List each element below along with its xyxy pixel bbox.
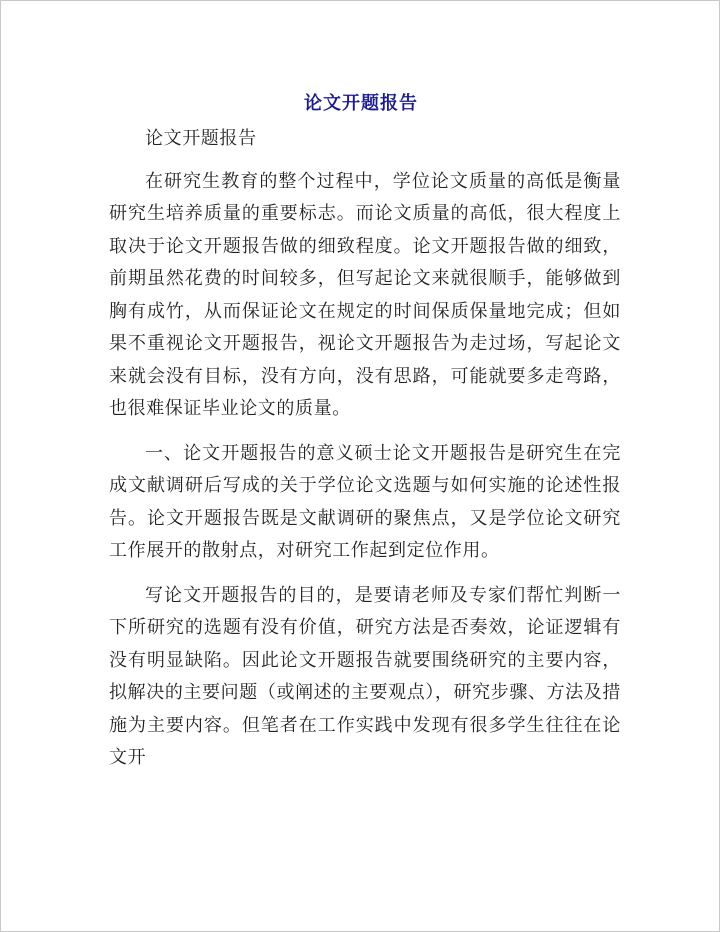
body-paragraph: 一、论文开题报告的意义硕士论文开题报告是研究生在完成文献调研后写成的关于学位论文选题与如何实施的论述性报告。论文开题报告既是文献调研的聚焦点，又是学位论文研究工作展开的散射点，对研究工作起到定位作用。: [109, 442, 621, 561]
body-paragraph: 在研究生教育的整个过程中，学位论文质量的高低是衡量研究生培养质量的重要标志。而论文质量的高低，很大程度上取决于论文开题报告做的细致程度。论文开题报告做的细致，前期虽然花费的时间较多，但写起论文来就很顺手，能够做到胸有成竹，从而保证论文在规定的时间保质保量地完成；但如果不重视论文开题报告，视论文开题报告为走过场，写起论文来就会没有目标，没有方向，没有思路，可能就要多走弯路，也很难保证毕业论文的质量。: [109, 170, 621, 419]
document-body: [109, 123, 621, 787]
body-paragraph: 写论文开题报告的目的，是要请老师及专家们帮忙判断一下所研究的选题有没有价值，研究方法是否奏效，论证逻辑有没有明显缺陷。因此论文开题报告就要围绕研究的主要内容，拟解决的主要问题（或阐述的主要观点），研究步骤、方法及措施为主要内容。但笔者在工作实践中发现有很多学生往往在论文开: [109, 584, 621, 768]
subtitle-paragraph: 论文开题报告: [145, 128, 257, 149]
document-title: 论文开题报告: [304, 93, 418, 114]
